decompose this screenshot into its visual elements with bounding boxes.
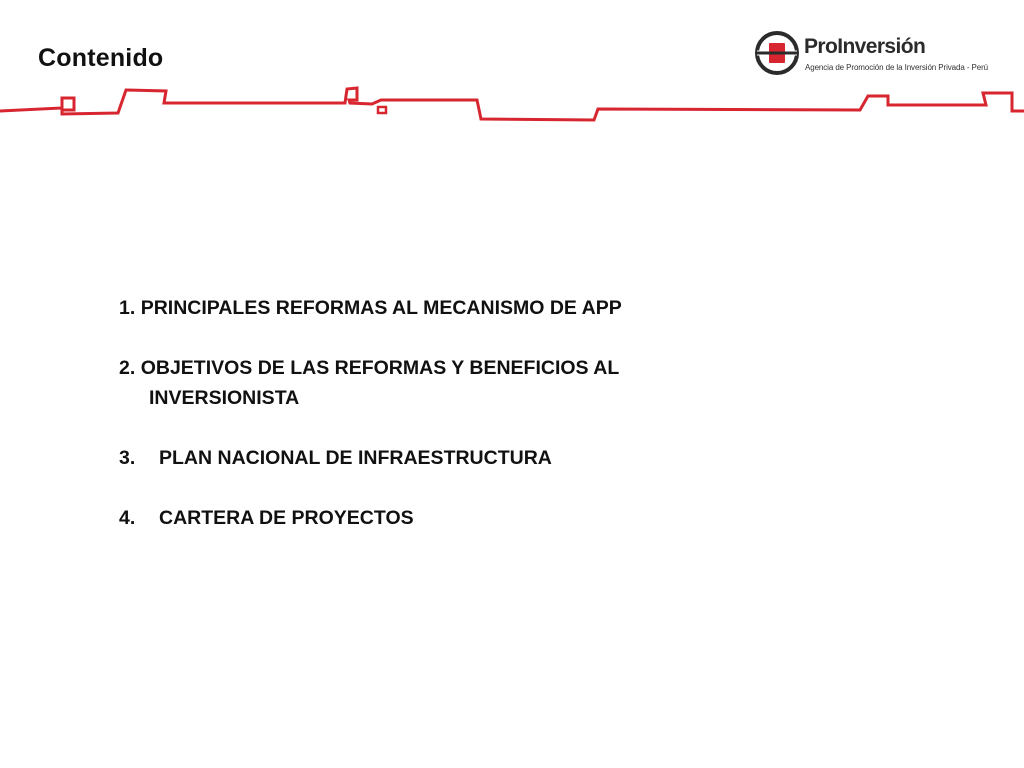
agenda-item-1 bbox=[119, 293, 839, 323]
agenda-item-2 bbox=[119, 353, 839, 413]
agenda-item-text: OBJETIVOS DE LAS REFORMAS Y BENEFICIOS AL bbox=[140, 357, 620, 379]
logo-tagline: Agencia de Promoción de la Inversión Privada - Perú bbox=[805, 63, 989, 72]
proinversion-logo-icon bbox=[754, 30, 800, 76]
decorative-skyline-line bbox=[0, 80, 1024, 130]
proinversion-logo bbox=[754, 30, 989, 78]
agenda-item-number: 1. bbox=[119, 297, 136, 319]
agenda-item-number: 3. bbox=[119, 447, 136, 469]
logo-name: ProInversión bbox=[804, 35, 926, 58]
agenda-item-number: 2. bbox=[119, 357, 136, 379]
agenda-item-4 bbox=[119, 503, 839, 533]
agenda-list bbox=[119, 293, 839, 563]
agenda-item-3 bbox=[119, 443, 839, 473]
agenda-item-text: PLAN NACIONAL DE INFRAESTRUCTURA bbox=[159, 447, 552, 469]
agenda-item-text-continuation: INVERSIONISTA bbox=[149, 387, 300, 409]
agenda-item-text: CARTERA DE PROYECTOS bbox=[159, 507, 414, 529]
agenda-item-number: 4. bbox=[119, 507, 136, 529]
agenda-item-text: PRINCIPALES REFORMAS AL MECANISMO DE APP bbox=[140, 297, 622, 319]
slide-title: Contenido bbox=[38, 44, 164, 72]
